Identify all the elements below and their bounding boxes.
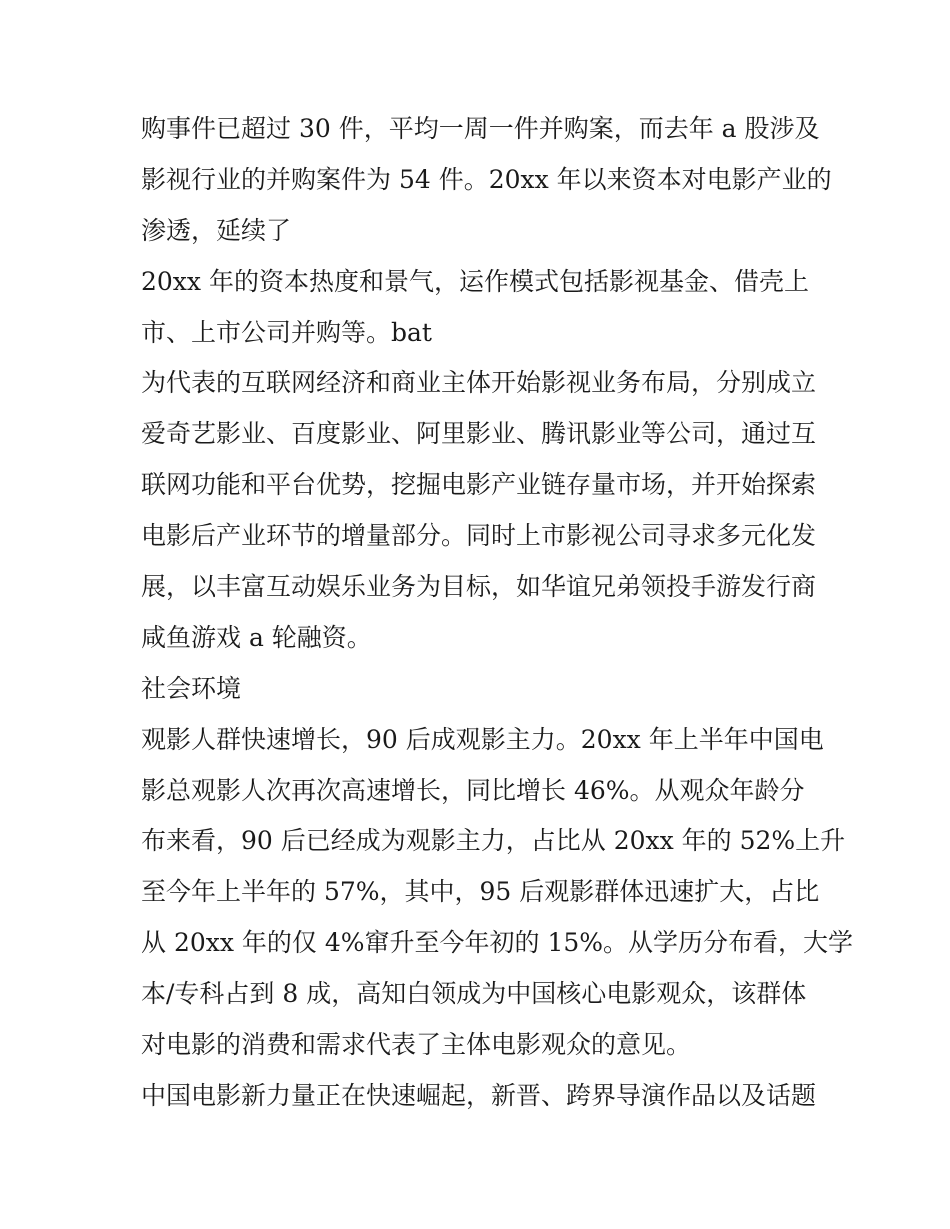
- text-line: 渗透，延续了: [141, 215, 292, 245]
- text-line: 中国电影新力量正在快速崛起，新晋、跨界导演作品以及话题: [141, 1080, 817, 1110]
- text-line: 至今年上半年的 57%，其中，95 后观影群体迅速扩大，占比: [141, 877, 820, 907]
- text-line: 为代表的互联网经济和商业主体开始影视业务布局，分别成立: [141, 368, 817, 398]
- text-line: 展，以丰富互动娱乐业务为目标，如华谊兄弟领投手游发行商: [141, 572, 817, 602]
- text-line: 对电影的消费和需求代表了主体电影观众的意见。: [141, 1030, 692, 1060]
- text-line: 市、上市公司并购等。bat: [141, 317, 432, 347]
- text-line: 购事件已超过 30 件，平均一周一件并购案，而去年 a 股涉及: [141, 114, 820, 143]
- text-line: 联网功能和平台优势，挖掘电影产业链存量市场，并开始探索: [141, 470, 817, 500]
- text-line: 咸鱼游戏 a 轮融资。: [141, 622, 372, 652]
- text-line: 影视行业的并购案件为 54 件。20xx 年以来资本对电影产业的: [141, 164, 832, 194]
- section-heading: 社会环境: [141, 673, 242, 703]
- document-body: [141, 104, 854, 1122]
- text-line: 观影人群快速增长，90 后成观影主力。20xx 年上半年中国电: [141, 724, 824, 754]
- text-line: 爱奇艺影业、百度影业、阿里影业、腾讯影业等公司，通过互: [141, 419, 817, 449]
- text-line: 布来看，90 后已经成为观影主力，占比从 20xx 年的 52%上升: [141, 826, 846, 856]
- text-line: 20xx 年的资本热度和景气，运作模式包括影视基金、借壳上: [141, 266, 809, 296]
- text-line: 影总观影人次再次高速增长，同比增长 46%。从观众年龄分: [141, 775, 805, 805]
- text-line: 本/专科占到 8 成，高知白领成为中国核心电影观众，该群体: [141, 979, 807, 1009]
- text-line: 电影后产业环节的增量部分。同时上市影视公司寻求多元化发: [141, 521, 817, 551]
- text-line: 从 20xx 年的仅 4%窜升至今年初的 15%。从学历分布看，大学: [141, 928, 854, 958]
